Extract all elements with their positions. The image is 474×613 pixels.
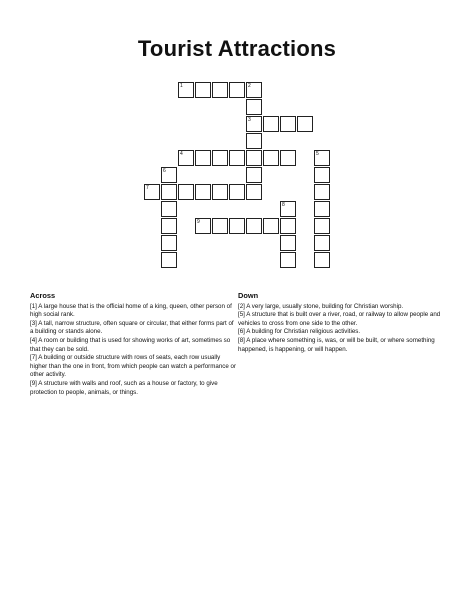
clue-across-1 xyxy=(30,303,238,320)
cell-number: 2 xyxy=(248,83,251,89)
clue-text: A very large, usually stone, building for Christian worship. xyxy=(246,302,404,310)
grid-cell[interactable] xyxy=(178,184,194,200)
clue-down-2 xyxy=(238,303,446,312)
clue-number: [7] xyxy=(30,354,37,362)
grid-cell[interactable] xyxy=(246,99,262,115)
grid-cell[interactable] xyxy=(246,218,262,234)
clue-across-7 xyxy=(30,354,238,380)
grid-cell[interactable] xyxy=(314,167,330,183)
grid-cell[interactable] xyxy=(161,252,177,268)
cell-number: 3 xyxy=(248,117,251,123)
clue-number: [2] xyxy=(238,302,245,310)
clue-number: [6] xyxy=(238,328,245,336)
grid-cell[interactable] xyxy=(144,184,160,200)
clue-text: A building for Christian religious activities. xyxy=(246,328,361,336)
grid-cell[interactable] xyxy=(314,201,330,217)
grid-cell[interactable] xyxy=(314,184,330,200)
clue-text: A large house that is the official home of a king, queen, other person of high social rank. xyxy=(30,302,232,319)
cell-number: 1 xyxy=(180,83,183,89)
grid-cell[interactable] xyxy=(212,82,228,98)
clue-across-4 xyxy=(30,337,238,354)
grid-cell[interactable] xyxy=(314,218,330,234)
grid-cell[interactable] xyxy=(178,150,194,166)
grid-cell[interactable] xyxy=(314,252,330,268)
crossword-grid xyxy=(0,0,474,300)
grid-cell[interactable] xyxy=(280,218,296,234)
grid-cell[interactable] xyxy=(280,252,296,268)
grid-cell[interactable] xyxy=(229,82,245,98)
grid-cell[interactable] xyxy=(263,150,279,166)
grid-cell[interactable] xyxy=(246,184,262,200)
grid-cell[interactable] xyxy=(195,150,211,166)
grid-cell[interactable] xyxy=(195,218,211,234)
grid-cell[interactable] xyxy=(280,150,296,166)
grid-cell[interactable] xyxy=(280,235,296,251)
grid-cell[interactable] xyxy=(246,116,262,132)
grid-cell[interactable] xyxy=(297,116,313,132)
cell-number: 5 xyxy=(316,151,319,157)
cell-number: 7 xyxy=(146,185,149,191)
grid-cell[interactable] xyxy=(280,201,296,217)
cell-number: 6 xyxy=(163,168,166,174)
grid-cell[interactable] xyxy=(161,218,177,234)
clue-text: A structure that is built over a river, road, or railway to allow people and vehicles to cross from one side to the other. xyxy=(238,311,441,327)
grid-cell[interactable] xyxy=(229,184,245,200)
grid-cell[interactable] xyxy=(229,150,245,166)
grid-cell[interactable] xyxy=(195,82,211,98)
grid-cell[interactable] xyxy=(178,82,194,98)
grid-cell[interactable] xyxy=(280,116,296,132)
grid-cell[interactable] xyxy=(246,150,262,166)
puzzle-title: Tourist Attractions xyxy=(137,36,337,61)
clue-text: A structure with walls and roof, such as a house or factory, to give protection to people, animals, or things. xyxy=(30,379,218,396)
grid-cell[interactable] xyxy=(212,150,228,166)
clue-down-8 xyxy=(238,337,446,354)
grid-cell[interactable] xyxy=(314,235,330,251)
grid-cell[interactable] xyxy=(161,201,177,217)
clue-number: [9] xyxy=(30,379,37,387)
grid-cell[interactable] xyxy=(212,184,228,200)
grid-cell[interactable] xyxy=(229,218,245,234)
clue-number: [5] xyxy=(238,311,245,319)
grid-cell[interactable] xyxy=(263,116,279,132)
clue-down-5 xyxy=(238,311,446,328)
grid-cell[interactable] xyxy=(161,167,177,183)
down-heading: Down xyxy=(238,291,259,300)
clue-down-6 xyxy=(238,328,446,337)
clue-across-3 xyxy=(30,320,238,337)
grid-cell[interactable] xyxy=(246,82,262,98)
clue-text: A tall, narrow structure, often square or circular, that either forms part of a building or stands alone. xyxy=(30,319,234,336)
grid-cell[interactable] xyxy=(161,184,177,200)
cell-number: 4 xyxy=(180,151,183,157)
clue-across-9 xyxy=(30,380,238,397)
grid-cell[interactable] xyxy=(212,218,228,234)
clue-text: A place where something is, was, or will be built, or where something happened, is happening, or will happen. xyxy=(238,336,435,353)
cell-number: 9 xyxy=(197,219,200,225)
clue-text: A room or building that is used for showing works of art, sometimes so that they can be sold. xyxy=(30,336,231,353)
down-clues xyxy=(238,292,446,354)
clue-number: [4] xyxy=(30,336,37,344)
grid-cell[interactable] xyxy=(314,150,330,166)
grid-cell[interactable] xyxy=(246,167,262,183)
clue-number: [3] xyxy=(30,319,37,327)
grid-cell[interactable] xyxy=(161,235,177,251)
grid-cell[interactable] xyxy=(246,133,262,149)
clue-number: [1] xyxy=(30,302,37,310)
clue-number: [8] xyxy=(238,336,245,344)
grid-cell[interactable] xyxy=(195,184,211,200)
clue-text: A building or outside structure with rows of seats, each row usually higher than the one in front, from which people can watch a performance or other activity. xyxy=(30,354,237,379)
across-clues xyxy=(30,292,238,397)
grid-cell[interactable] xyxy=(263,218,279,234)
across-heading: Across xyxy=(30,291,56,300)
cell-number: 8 xyxy=(282,202,285,208)
